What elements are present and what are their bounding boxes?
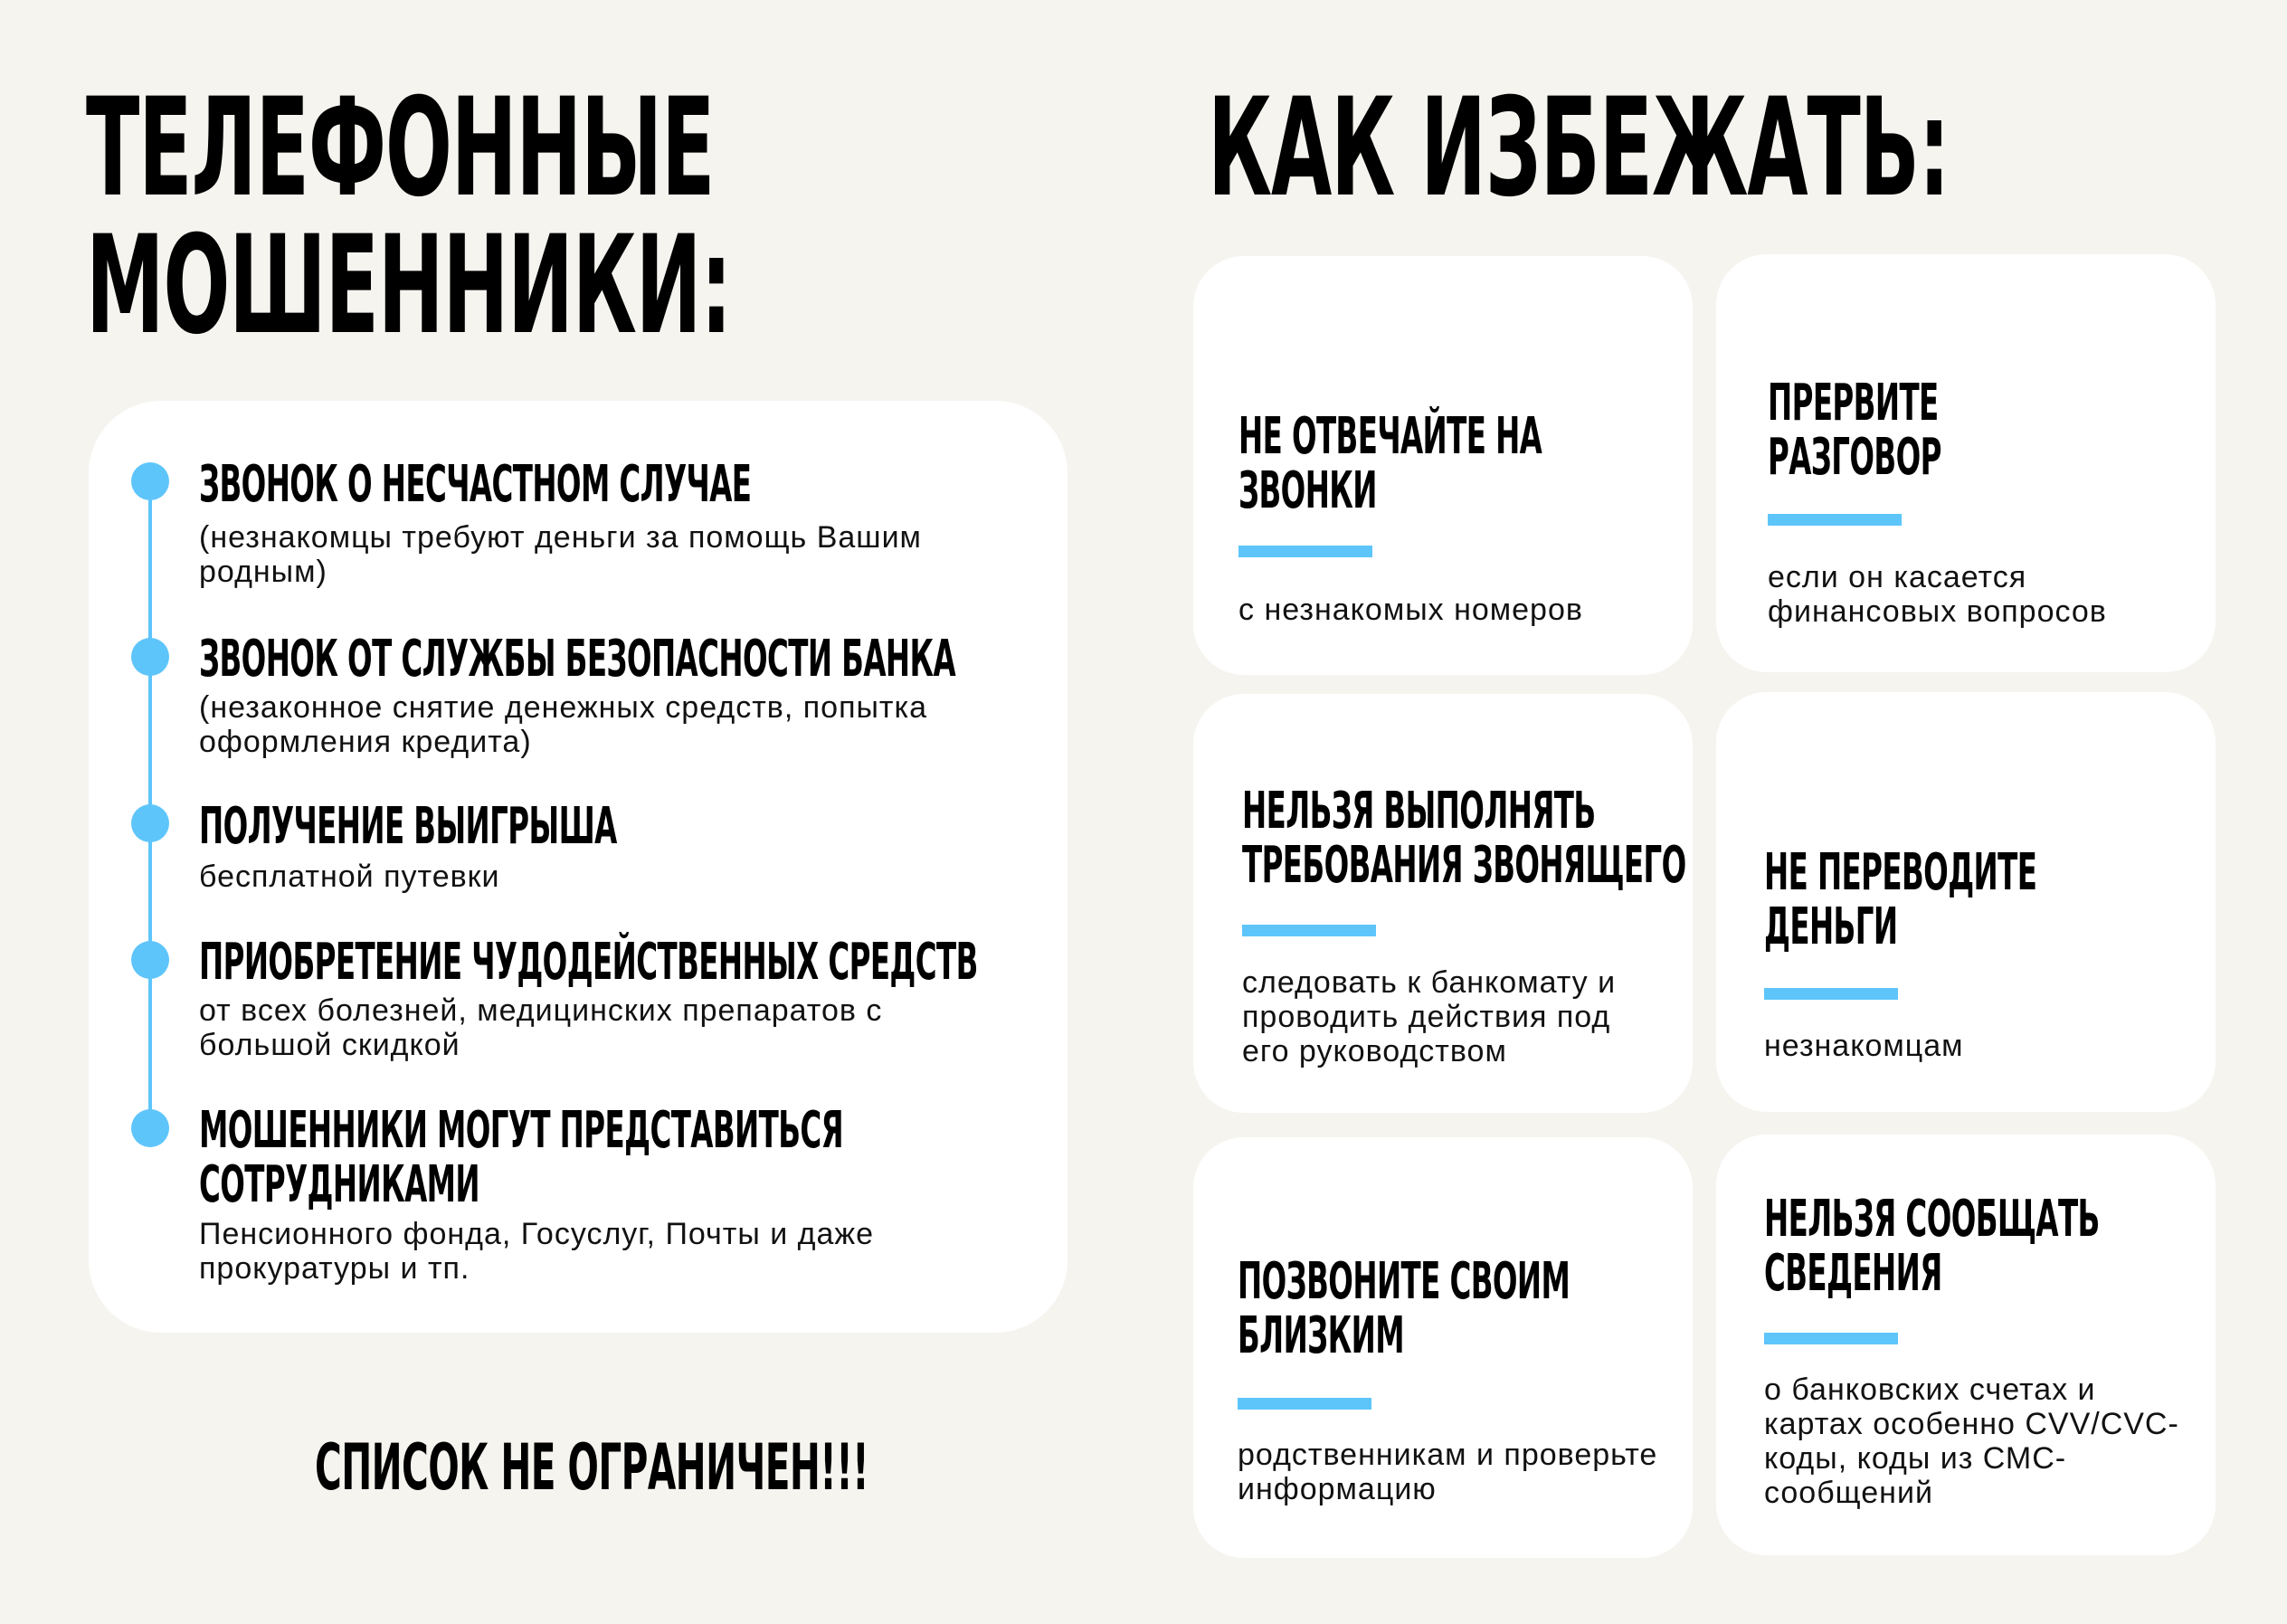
timeline-dot xyxy=(131,462,169,500)
tip-card-title-line-1: НЕЛЬЗЯ ВЫПОЛНЯТЬ xyxy=(1242,782,1596,840)
tip-card xyxy=(1193,256,1693,675)
timeline-dot xyxy=(131,804,169,842)
tip-card-title-line-1: ПОЗВОНИТЕ СВОИМ xyxy=(1238,1252,1571,1311)
fraud-item-title: ПОЛУЧЕНИЕ ВЫИГРЫША xyxy=(199,797,617,856)
tip-card-title xyxy=(1242,784,1686,893)
tip-card xyxy=(1193,694,1693,1113)
tip-card-title-line-1: ПРЕРВИТЕ xyxy=(1768,374,1939,432)
tip-card-title-line-1: НЕ ОТВЕЧАЙТЕ НА xyxy=(1238,407,1542,466)
tip-card-title-line-2: ТРЕБОВАНИЯ ЗВОНЯЩЕГО xyxy=(1242,836,1686,895)
fraud-item-title-line-2: СОТРУДНИКАМИ xyxy=(199,1155,479,1214)
timeline-dot xyxy=(131,1109,169,1147)
timeline-dot xyxy=(131,638,169,676)
fraud-item-title: ПРИОБРЕТЕНИЕ ЧУДОДЕЙСТВЕННЫХ СРЕДСТВ xyxy=(199,933,978,992)
tip-card-title-line-1: НЕ ПЕРЕВОДИТЕ xyxy=(1764,843,2037,902)
tip-card-title-line-2: ДЕНЬГИ xyxy=(1764,897,1898,956)
tip-card-title xyxy=(1764,1192,2100,1301)
fraud-item-desc: (незаконное снятие денежных средств, попытка оформления кредита) xyxy=(199,690,928,759)
fraud-item-desc: (незнакомцы требуют деньги за помощь Вашим родным) xyxy=(199,520,922,589)
page-title-how-to-avoid: КАК ИЗБЕЖАТЬ: xyxy=(1208,70,1950,227)
tip-card-title-line-2: РАЗГОВОР xyxy=(1768,428,1941,487)
tip-card xyxy=(1716,692,2216,1112)
tip-card xyxy=(1716,1135,2216,1555)
fraud-item-title: ЗВОНОК О НЕСЧАСТНОМ СЛУЧАЕ xyxy=(199,455,752,514)
fraud-item-title xyxy=(199,1101,844,1214)
tip-card xyxy=(1716,254,2216,672)
tip-card-title-line-2: СВЕДЕНИЯ xyxy=(1764,1244,1942,1303)
fraud-item-title-line-1: МОШЕННИКИ МОГУТ ПРЕДСТАВИТЬСЯ xyxy=(199,1101,844,1160)
title-line-1: ТЕЛЕФОННЫЕ xyxy=(86,70,715,227)
tip-card-desc: если он касается финансовых вопросов xyxy=(1768,560,2107,629)
tip-card-accent-bar xyxy=(1768,514,1902,526)
tip-card-title xyxy=(1238,1252,1571,1365)
tip-card xyxy=(1193,1137,1693,1558)
title-line-2: МОШЕННИКИ: xyxy=(86,207,731,365)
tip-card-title-line-1: НЕЛЬЗЯ СООБЩАТЬ xyxy=(1764,1190,2100,1249)
tip-card-accent-bar xyxy=(1242,925,1376,936)
fraud-item-title: ЗВОНОК ОТ СЛУЖБЫ БЕЗОПАСНОСТИ БАНКА xyxy=(199,630,956,689)
tip-card-accent-bar xyxy=(1764,988,1898,1000)
tip-card-title xyxy=(1768,376,1941,485)
tip-card-desc: с незнакомых номеров xyxy=(1238,593,1583,627)
tip-card-title xyxy=(1764,843,2037,956)
tip-card-desc: незнакомцам xyxy=(1764,1029,1964,1063)
fraud-item-desc: Пенсионного фонда, Госуслуг, Почты и даже прокуратуры и тп. xyxy=(199,1217,875,1286)
page-title-fraudsters xyxy=(86,70,731,365)
tip-card-title-line-2: БЛИЗКИМ xyxy=(1238,1306,1404,1365)
list-not-limited-note: СПИСОК НЕ ОГРАНИЧЕН!!! xyxy=(315,1430,869,1505)
tip-card-accent-bar xyxy=(1238,1398,1371,1410)
timeline-dot xyxy=(131,941,169,979)
tip-card-title xyxy=(1238,407,1542,520)
tip-card-desc: о банковских счетах и картах особенно CVV/CVC-коды, коды из СМС- сообщений xyxy=(1764,1372,2179,1510)
fraud-item-desc: бесплатной путевки xyxy=(199,859,500,894)
tip-card-title-line-2: ЗВОНКИ xyxy=(1238,461,1377,520)
fraud-item-desc: от всех болезней, медицинских препаратов с большой скидкой xyxy=(199,993,883,1062)
tip-card-accent-bar xyxy=(1764,1333,1898,1344)
tip-card-desc: родственникам и проверьте информацию xyxy=(1238,1438,1658,1506)
tip-card-accent-bar xyxy=(1238,546,1372,557)
tip-card-desc: следовать к банкомату и проводить действия под его руководством xyxy=(1242,965,1617,1068)
